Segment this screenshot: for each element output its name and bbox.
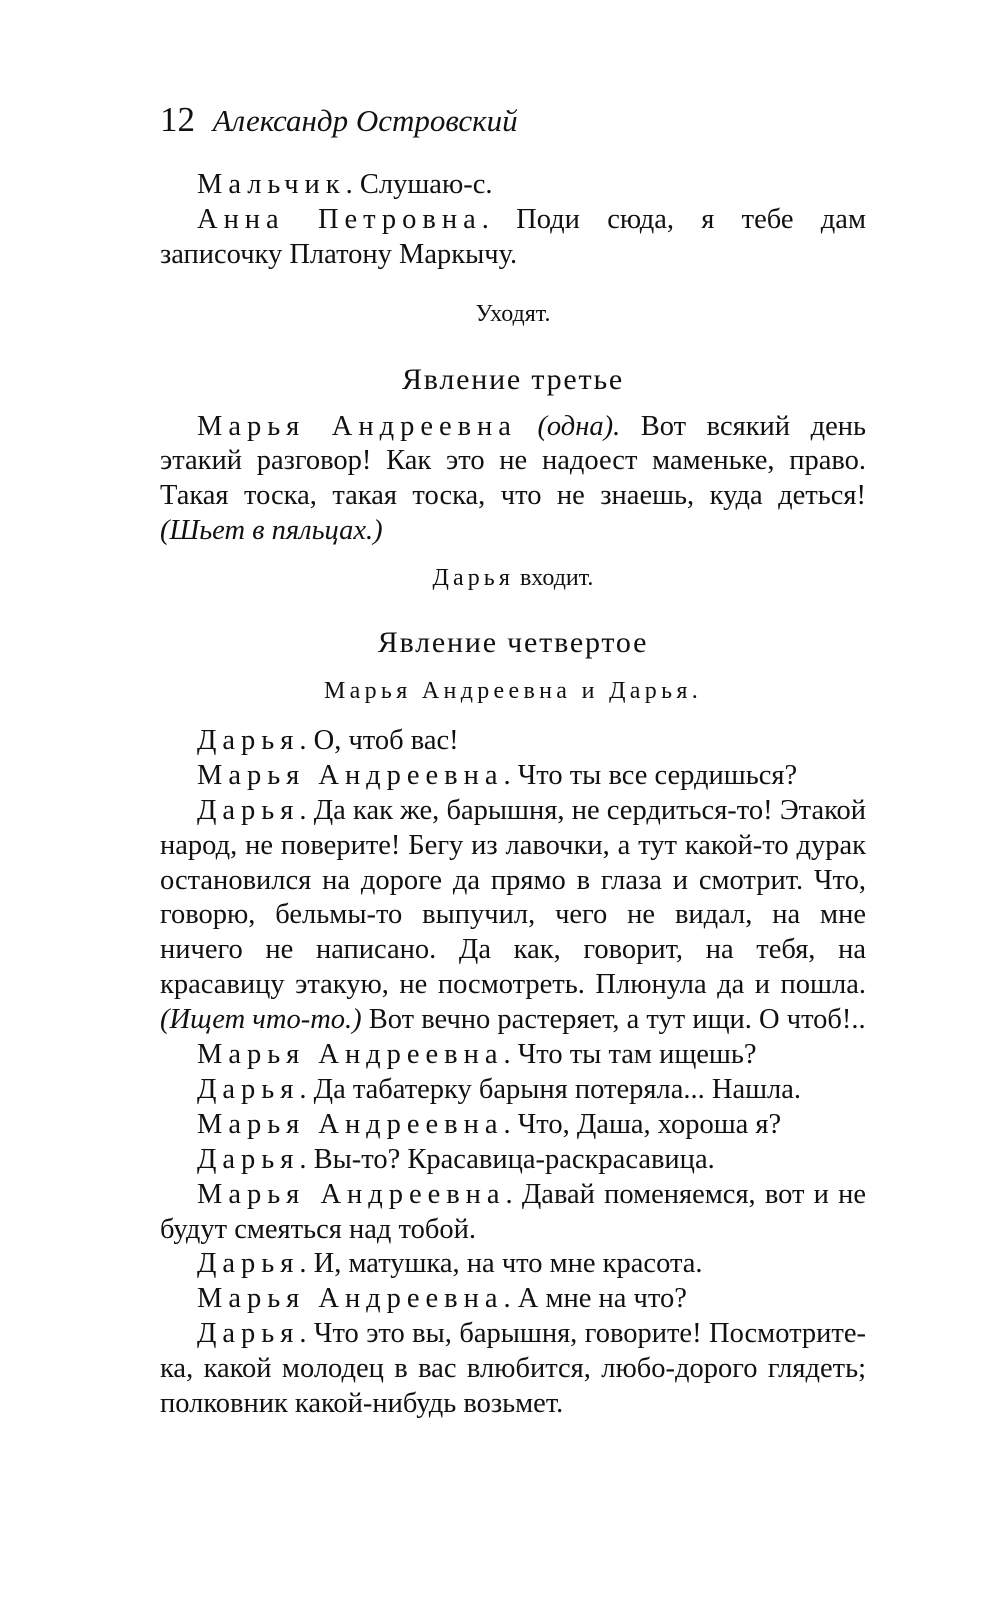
speech-text: . Что это вы, барышня, говорите! Посмотрите-ка, какой молодец в вас влюбится, любо-дорого глядеть; полковник какой-нибудь возьмет. (160, 1318, 866, 1420)
speech-line (160, 1143, 866, 1178)
speaker-name: Дарья (197, 1073, 300, 1105)
stage-direction-text: входит. (513, 565, 594, 592)
speech-line (160, 1038, 866, 1073)
speech-line (160, 168, 866, 203)
speaker-name: Марья Андреевна (197, 1178, 506, 1210)
speech-text: . Поди сюда, я тебе дам записочку Платону Маркычу. (160, 203, 866, 270)
running-title-author: Александр Островский (212, 103, 518, 138)
stage-note: (Шьет в пяльцах.) (160, 515, 383, 547)
speech-text: . Да как же, барышня, не сердиться-то! Этакой народ, не поверите! Бегу из лавочки, а тут какой-то дурак остановился на дороге да прямо в глаза и смотрит. Что, говорю, бельмы-то выпучил, чего не видал, на мне ничего не написано. Да как, говорит, на тебя, на красавицу этакую, не посмотреть. Плюнула да и пошла. (160, 794, 866, 1001)
play-text (160, 168, 866, 1422)
speech-line (160, 794, 866, 1038)
speaker-name: Марья Андреевна (197, 1283, 504, 1315)
speaker-name: Мальчик (197, 169, 346, 200)
speech-line (160, 1108, 866, 1143)
speech-line (160, 724, 866, 759)
running-header (160, 100, 518, 140)
scene-heading: Явление третье (401, 362, 625, 396)
speech-line (160, 1073, 866, 1108)
speaker-name: Марья Андреевна (197, 759, 504, 791)
speech-line (160, 1317, 866, 1422)
speech-text: . Давай поменяемся, вот и не будут смеяться над тобой. (160, 1178, 866, 1245)
speaker-name: Марья Андреевна (197, 1039, 504, 1071)
speech-text: Вот вечно растеряет, а тут ищи. О чтоб!.. (361, 1004, 866, 1036)
speech-text: . О, чтоб вас! (299, 724, 459, 756)
speech-text: . А мне на что? (503, 1283, 687, 1315)
speech-line (160, 1247, 866, 1282)
speech-text: . Что ты там ищешь? (503, 1039, 757, 1071)
speaker-name: Дарья (197, 724, 300, 756)
speech-text: . И, матушка, на что мне красота. (299, 1248, 703, 1280)
speech-text: . Что, Даша, хороша я? (503, 1108, 782, 1140)
speaker-name: Дарья (197, 1248, 300, 1280)
stage-note: (одна). (516, 410, 621, 442)
scene-characters: Марья Андреевна и Дарья. (323, 677, 703, 704)
speaker-name: Дарья (197, 1143, 300, 1175)
speaker-name: Марья Андреевна (197, 1108, 504, 1140)
stage-direction: Уходят. (475, 300, 551, 327)
speech-text: Вот всякий день этакий разговор! Как это не надоест маменьке, право. Такая тоска, такая тоска, что не знаешь, куда деться! (160, 410, 866, 512)
scene-heading: Явление четвертое (377, 626, 649, 660)
stage-note: (Ищет что-то.) (160, 1004, 362, 1036)
stage-direction (160, 561, 866, 596)
speech-text: . Вы-то? Красавица-раскрасавица. (299, 1143, 715, 1175)
speech-text: . Да табатерку барыня потеряла... Нашла. (299, 1073, 802, 1105)
stage-direction-name: Дарья (432, 565, 514, 592)
speaker-name: Дарья (197, 794, 300, 826)
speaker-name: Анна Петровна (197, 203, 482, 235)
speech-text: . Слушаю-с. (345, 169, 493, 200)
speaker-name: Дарья (197, 1318, 300, 1350)
speech-line (160, 1178, 866, 1248)
speech-line (160, 1282, 866, 1317)
page-number: 12 (160, 100, 195, 139)
speaker-name: Марья Андреевна (197, 410, 517, 442)
speech-text: . Что ты все сердишься? (503, 759, 798, 791)
speech-line (160, 410, 866, 550)
speech-line (160, 203, 866, 273)
speech-line (160, 759, 866, 794)
